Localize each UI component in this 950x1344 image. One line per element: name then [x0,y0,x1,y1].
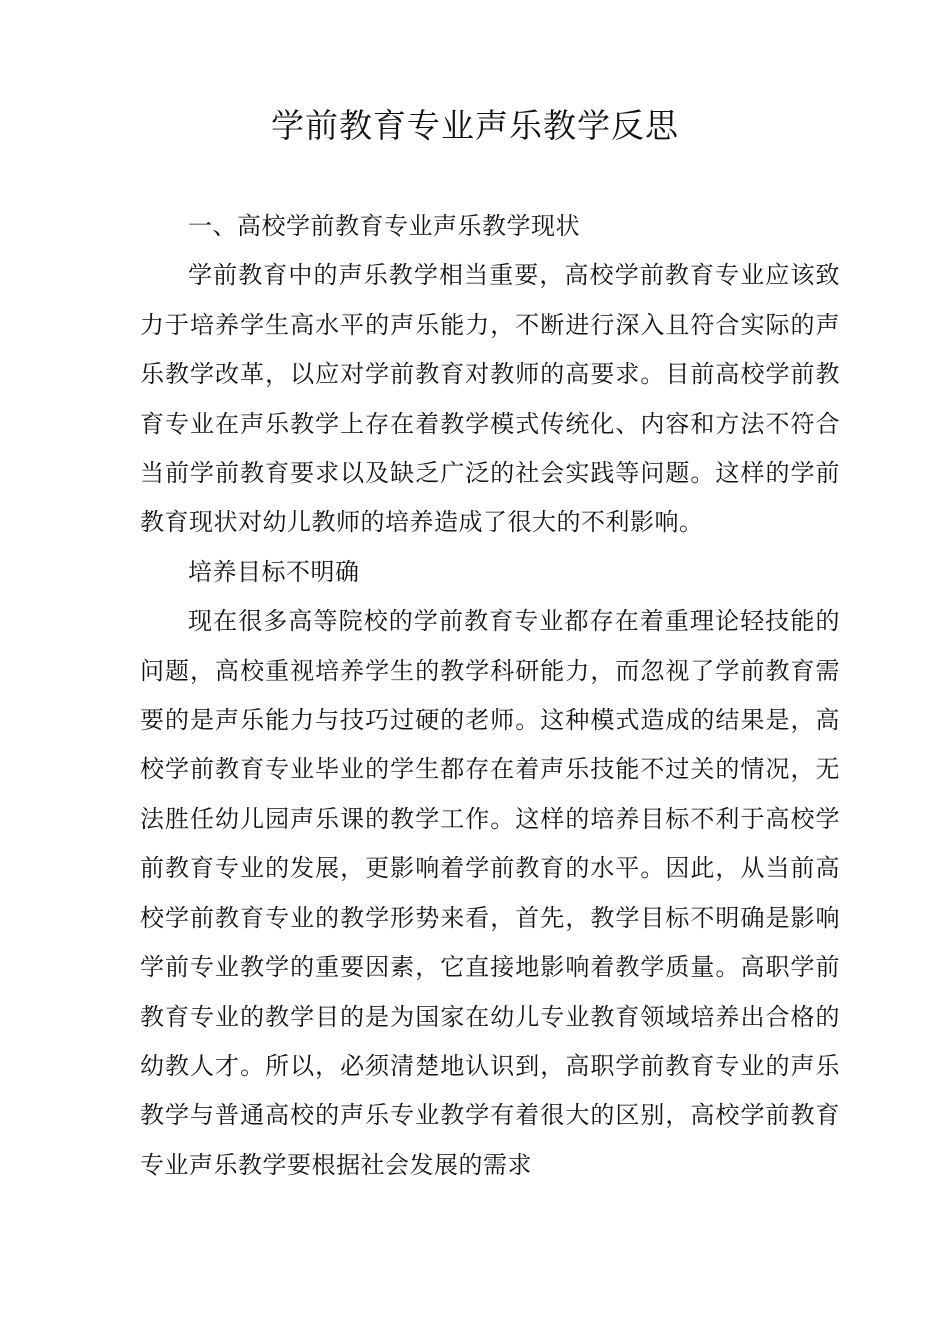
section-heading: 一、高校学前教育专业声乐教学现状 [188,212,580,240]
subheading: 培养目标不明确 [188,557,360,586]
body-paragraph: 现在很多高等院校的学前教育专业都存在着重理论轻技能的问题，高校重视培养学生的教学科研能力，而忽视了学前教育需要的是声乐能力与技巧过硬的老师。这种模式造成的结果是，高校学前教育专业毕业的学生都存在着声乐技能不过关的情况，无法胜任幼儿园声乐课的教学工作。这样的培养目标不利于高校学前教育专业的发展，更影响着学前教育的水平。因此，从当前高校学前教育专业的教学形势来看，首先，教学目标不明确是影响学前专业教学的重要因素，它直接地影响着教学质量。高职学前教育专业的教学目的是为国家在幼儿专业教育领域培养出合格的幼教人才。所以，必须清楚地认识到，高职学前教育专业的声乐教学与普通高校的声乐专业教学有着很大的区别，高校学前教育专业声乐教学要根据社会发展的需求 [140,607,840,1179]
document-body [140,202,840,1190]
document-title: 学前教育专业声乐教学反思 [271,106,679,145]
body-paragraph: 学前教育中的声乐教学相当重要，高校学前教育专业应该致力于培养学生高水平的声乐能力，不断进行深入且符合实际的声乐教学改革，以应对学前教育对教师的高要求。目前高校学前教育专业在声乐教学上存在着教学模式传统化、内容和方法不符合当前学前教育要求以及缺乏广泛的社会实践等问题。这样的学前教育现状对幼儿教师的培养造成了很大的不利影响。 [140,261,840,537]
